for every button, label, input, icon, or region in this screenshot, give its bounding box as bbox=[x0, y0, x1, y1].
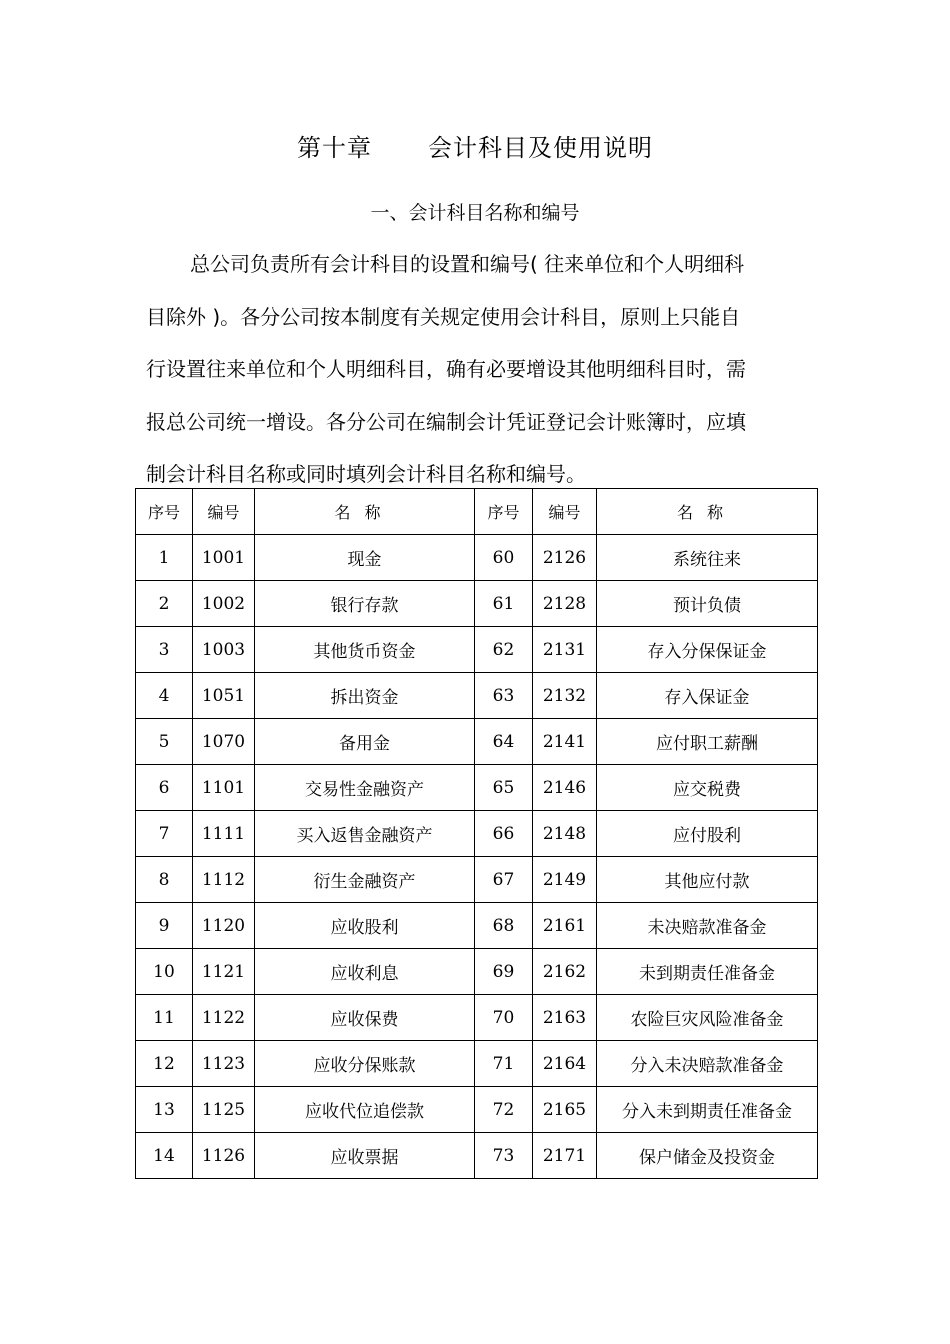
cell-seq: 6 bbox=[136, 765, 193, 811]
cell-code: 1101 bbox=[193, 765, 255, 811]
cell-name: 拆出资金 bbox=[255, 673, 475, 719]
paragraph-line: 目除外 )。各分公司按本制度有关规定使用会计科目，原则上只能自 bbox=[146, 304, 741, 329]
header-seq: 序号 bbox=[475, 489, 533, 535]
header-code: 编号 bbox=[193, 489, 255, 535]
cell-code: 1111 bbox=[193, 811, 255, 857]
cell-seq: 7 bbox=[136, 811, 193, 857]
section-title: 一、会计科目名称和编号 bbox=[370, 202, 580, 224]
cell-name: 未到期责任准备金 bbox=[597, 949, 818, 995]
cell-code: 2146 bbox=[533, 765, 597, 811]
cell-seq: 13 bbox=[136, 1087, 193, 1133]
cell-name: 应收分保账款 bbox=[255, 1041, 475, 1087]
cell-name: 应收股利 bbox=[255, 903, 475, 949]
cell-name: 应付股利 bbox=[597, 811, 818, 857]
cell-name: 保户储金及投资金 bbox=[597, 1133, 818, 1179]
cell-name: 买入返售金融资产 bbox=[255, 811, 475, 857]
cell-seq: 4 bbox=[136, 673, 193, 719]
chapter-title bbox=[0, 128, 950, 163]
table-row bbox=[136, 811, 818, 857]
cell-seq: 10 bbox=[136, 949, 193, 995]
cell-seq: 71 bbox=[475, 1041, 533, 1087]
table-row bbox=[136, 765, 818, 811]
cell-code: 2131 bbox=[533, 627, 597, 673]
table-row bbox=[136, 857, 818, 903]
cell-code: 2164 bbox=[533, 1041, 597, 1087]
cell-seq: 68 bbox=[475, 903, 533, 949]
cell-name: 存入保证金 bbox=[597, 673, 818, 719]
cell-name: 分入未到期责任准备金 bbox=[597, 1087, 818, 1133]
table-body bbox=[136, 535, 818, 1179]
cell-name: 预计负债 bbox=[597, 581, 818, 627]
table-row bbox=[136, 1087, 818, 1133]
table-row bbox=[136, 1041, 818, 1087]
cell-seq: 1 bbox=[136, 535, 193, 581]
table-row bbox=[136, 1133, 818, 1179]
table-header-row bbox=[136, 489, 818, 535]
cell-code: 1121 bbox=[193, 949, 255, 995]
cell-seq: 12 bbox=[136, 1041, 193, 1087]
cell-seq: 63 bbox=[475, 673, 533, 719]
cell-code: 1002 bbox=[193, 581, 255, 627]
paragraph-line: 报总公司统一增设。各分公司在编制会计凭证登记会计账簿时，应填 bbox=[146, 409, 746, 434]
cell-seq: 64 bbox=[475, 719, 533, 765]
cell-code: 2149 bbox=[533, 857, 597, 903]
table-row bbox=[136, 949, 818, 995]
paragraph-line: 总公司负责所有会计科目的设置和编号( 往来单位和个人明细科 bbox=[190, 252, 745, 276]
paragraph-line: 行设置往来单位和个人明细科目，确有必要增设其他明细科目时，需 bbox=[146, 357, 746, 381]
cell-name: 未决赔款准备金 bbox=[597, 903, 818, 949]
table-row bbox=[136, 903, 818, 949]
chapter-name: 会计科目及使用说明 bbox=[428, 134, 653, 162]
cell-seq: 73 bbox=[475, 1133, 533, 1179]
cell-code: 1112 bbox=[193, 857, 255, 903]
cell-name: 其他货币资金 bbox=[255, 627, 475, 673]
cell-code: 1120 bbox=[193, 903, 255, 949]
table-row bbox=[136, 673, 818, 719]
cell-code: 2161 bbox=[533, 903, 597, 949]
header-name: 名称 bbox=[255, 489, 475, 535]
cell-seq: 62 bbox=[475, 627, 533, 673]
cell-name: 应收保费 bbox=[255, 995, 475, 1041]
cell-code: 1001 bbox=[193, 535, 255, 581]
cell-code: 1126 bbox=[193, 1133, 255, 1179]
cell-seq: 70 bbox=[475, 995, 533, 1041]
cell-seq: 65 bbox=[475, 765, 533, 811]
cell-code: 1122 bbox=[193, 995, 255, 1041]
cell-seq: 14 bbox=[136, 1133, 193, 1179]
cell-seq: 61 bbox=[475, 581, 533, 627]
cell-name: 分入未决赔款准备金 bbox=[597, 1041, 818, 1087]
cell-name: 农险巨灾风险准备金 bbox=[597, 995, 818, 1041]
cell-code: 2132 bbox=[533, 673, 597, 719]
cell-name: 现金 bbox=[255, 535, 475, 581]
cell-code: 2126 bbox=[533, 535, 597, 581]
header-seq: 序号 bbox=[136, 489, 193, 535]
account-table bbox=[135, 488, 818, 1179]
cell-seq: 2 bbox=[136, 581, 193, 627]
cell-code: 2171 bbox=[533, 1133, 597, 1179]
cell-seq: 60 bbox=[475, 535, 533, 581]
cell-code: 2163 bbox=[533, 995, 597, 1041]
cell-name: 应收利息 bbox=[255, 949, 475, 995]
cell-name: 应交税费 bbox=[597, 765, 818, 811]
cell-seq: 72 bbox=[475, 1087, 533, 1133]
cell-name: 应收票据 bbox=[255, 1133, 475, 1179]
cell-code: 1003 bbox=[193, 627, 255, 673]
header-code: 编号 bbox=[533, 489, 597, 535]
cell-seq: 66 bbox=[475, 811, 533, 857]
cell-name: 银行存款 bbox=[255, 581, 475, 627]
cell-name: 其他应付款 bbox=[597, 857, 818, 903]
cell-seq: 8 bbox=[136, 857, 193, 903]
cell-seq: 69 bbox=[475, 949, 533, 995]
cell-name: 系统往来 bbox=[597, 535, 818, 581]
table-row bbox=[136, 627, 818, 673]
cell-name: 交易性金融资产 bbox=[255, 765, 475, 811]
cell-seq: 11 bbox=[136, 995, 193, 1041]
cell-seq: 5 bbox=[136, 719, 193, 765]
table-row bbox=[136, 581, 818, 627]
cell-code: 1070 bbox=[193, 719, 255, 765]
cell-seq: 3 bbox=[136, 627, 193, 673]
cell-code: 2162 bbox=[533, 949, 597, 995]
cell-code: 1125 bbox=[193, 1087, 255, 1133]
intro-paragraph bbox=[146, 238, 806, 501]
cell-code: 2128 bbox=[533, 581, 597, 627]
cell-code: 2148 bbox=[533, 811, 597, 857]
table-row bbox=[136, 995, 818, 1041]
cell-code: 1123 bbox=[193, 1041, 255, 1087]
cell-name: 备用金 bbox=[255, 719, 475, 765]
cell-name: 应收代位追偿款 bbox=[255, 1087, 475, 1133]
table-row bbox=[136, 535, 818, 581]
cell-code: 1051 bbox=[193, 673, 255, 719]
cell-name: 存入分保保证金 bbox=[597, 627, 818, 673]
cell-name: 衍生金融资产 bbox=[255, 857, 475, 903]
cell-code: 2141 bbox=[533, 719, 597, 765]
cell-seq: 9 bbox=[136, 903, 193, 949]
cell-seq: 67 bbox=[475, 857, 533, 903]
paragraph-line: 制会计科目名称或同时填列会计科目名称和编号。 bbox=[146, 462, 586, 486]
cell-name: 应付职工薪酬 bbox=[597, 719, 818, 765]
table-row bbox=[136, 719, 818, 765]
chapter-number: 第十章 bbox=[297, 134, 372, 162]
header-name: 名称 bbox=[597, 489, 818, 535]
cell-code: 2165 bbox=[533, 1087, 597, 1133]
